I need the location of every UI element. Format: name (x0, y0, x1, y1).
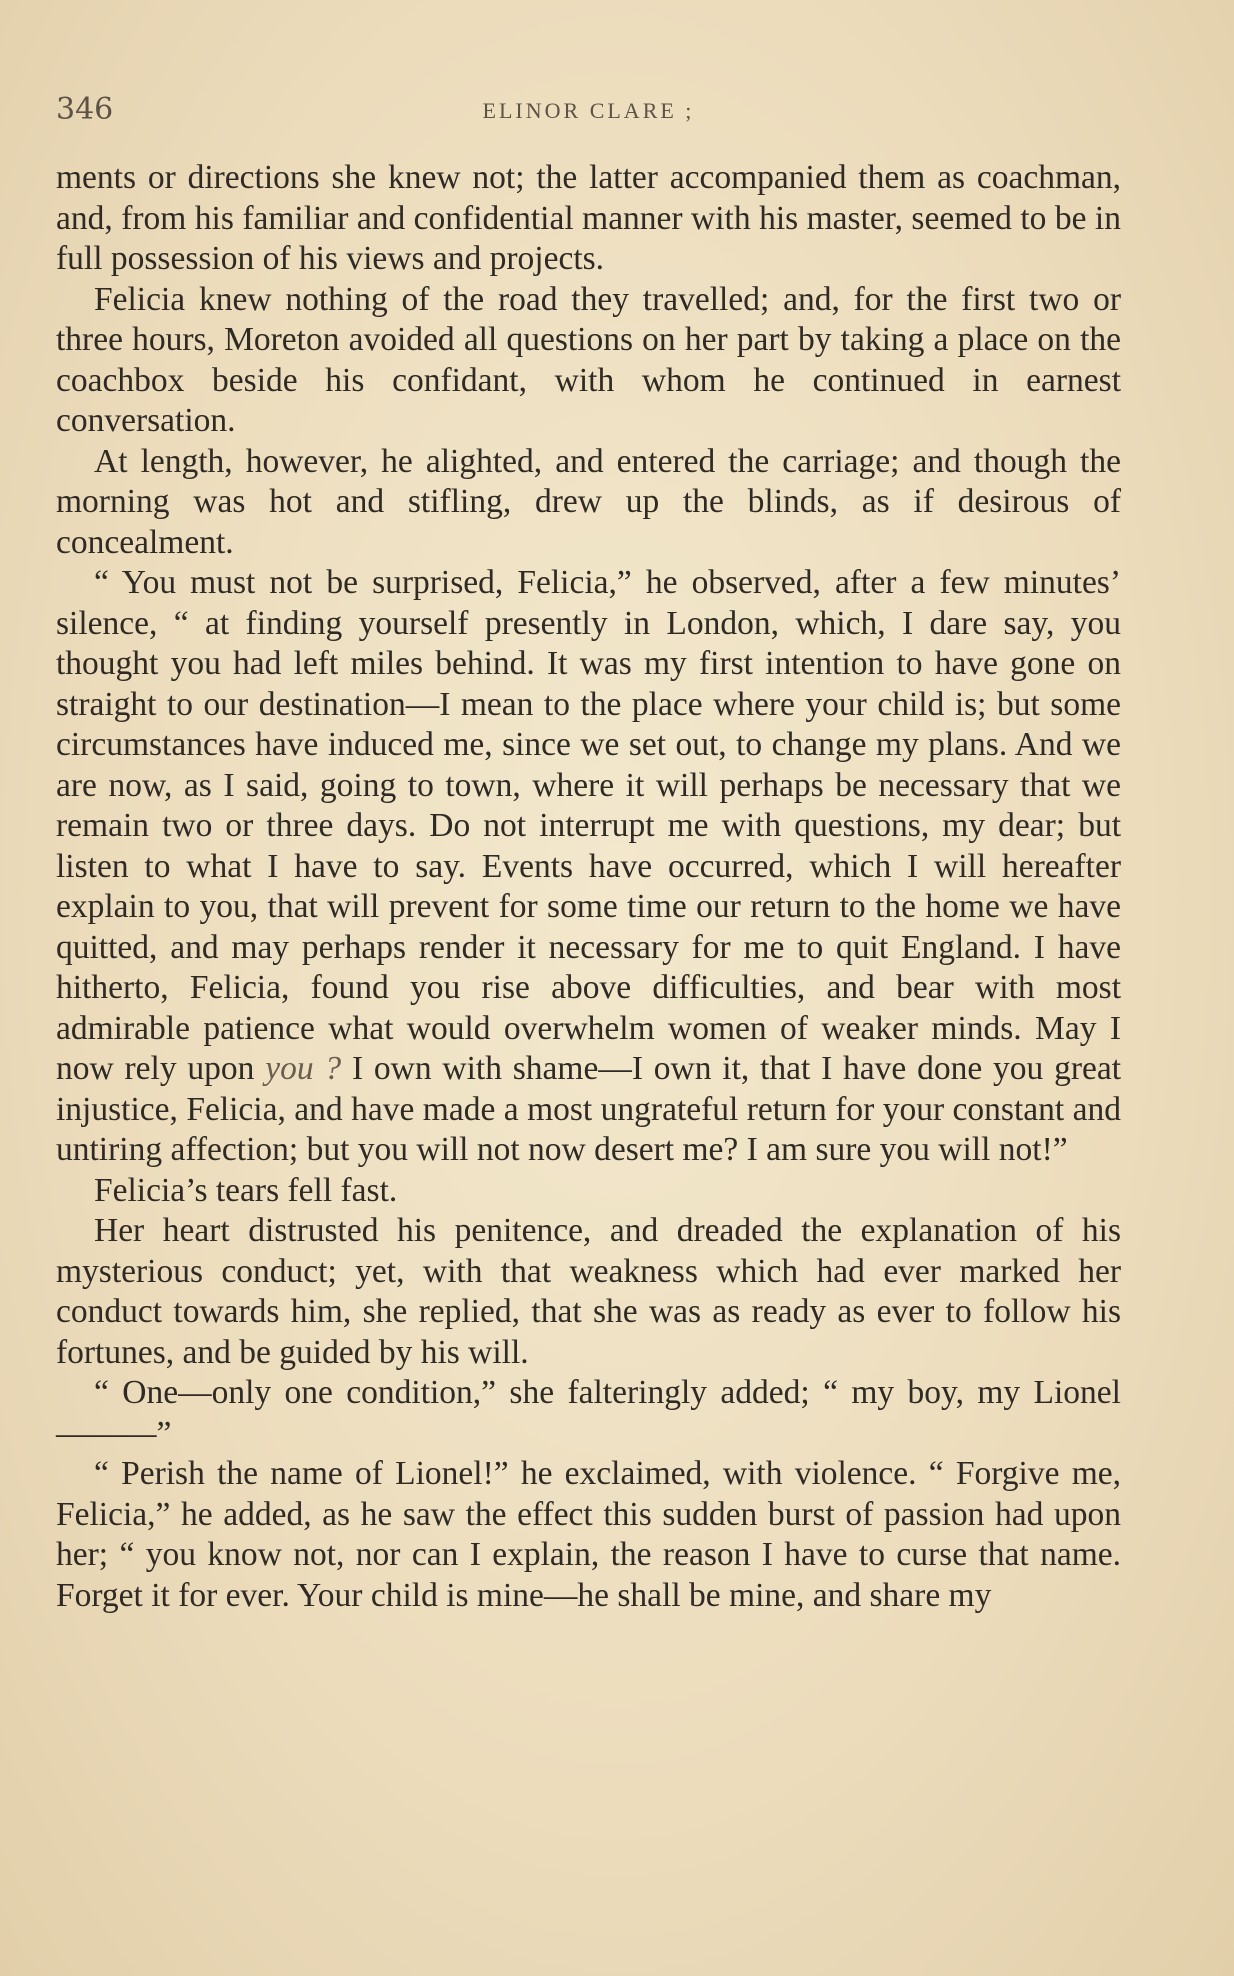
paragraph: Felicia’s tears fell fast. (94, 1171, 398, 1209)
paragraph: ments or directions she knew not; the latter accompanied them as coachman, and, from his familiar and confidential manner with his master, seemed to be in full possession of his views and projects. (56, 159, 1121, 277)
running-head (56, 92, 1121, 136)
paragraph: Her heart distrusted his penitence, and dreaded the explanation of his mysterious conduct; yet, with that weakness which had ever marked her conduct towards him, she replied, that she was as ready as ever to follow his fortunes, and be guided by his will. (56, 1212, 1121, 1371)
paragraph-text: “ You must not be surprised, Felicia,” he observed, after a few minutes’ silence, “ at finding yourself presently in London, which, I dare say, you thought you had left miles behind. It was my first intention to have gone on straight to our destination—I mean to the place where your child is; but some circumstances have induced me, since we set out, to change my plans. And we are now, as I said, going to town, where it will perhaps be necessary that we remain two or three days. Do not interrupt me with questions, my dear; but listen to what I have to say. Events have occurred, which I will hereafter explain to you, that will prevent for some time our return to the home we have quitted, and may perhaps render it necessary for me to quit England. I have hitherto, Felicia, found you rise above difficulties, and bear with most admirable patience what would overwhelm women of weaker minds. May I now rely upon (56, 564, 1121, 1087)
paragraph: “ One—only one condition,” she falteringly added; “ my boy, my Lionel———” (56, 1374, 1121, 1452)
page-number: 346 (56, 92, 114, 127)
paragraph: At length, however, he alighted, and entered the carriage; and though the morning was hot and stifling, drew up the blinds, as if desirous of concealment. (56, 442, 1121, 561)
paragraph: Felicia knew nothing of the road they travelled; and, for the first two or three hours, Moreton avoided all questions on her part by taking a place on the coachbox beside his confidant, with whom he continued in earnest conversation. (56, 280, 1121, 439)
book-page (56, 92, 1121, 1616)
paragraph (56, 563, 1121, 1171)
running-title: ELINOR CLARE ; (482, 98, 695, 123)
emphasis-text: you ? (265, 1050, 342, 1087)
paragraph: “ Perish the name of Lionel!” he exclaimed, with violence. “ Forgive me, Felicia,” he added, as he saw the effect this sudden burst of passion had upon her; “ you know not, nor can I explain, the reason I have to curse that name. Forget it for ever. Your child is mine—he shall be mine, and share my (56, 1455, 1121, 1614)
body-text (56, 158, 1121, 1616)
paragraph-text: I own with shame—I own it, that I have done you great injustice, Felicia, and have made a most ungrateful return for your constant and untiring affection; but you will not now desert me? I am sure you will not!” (56, 1050, 1122, 1168)
